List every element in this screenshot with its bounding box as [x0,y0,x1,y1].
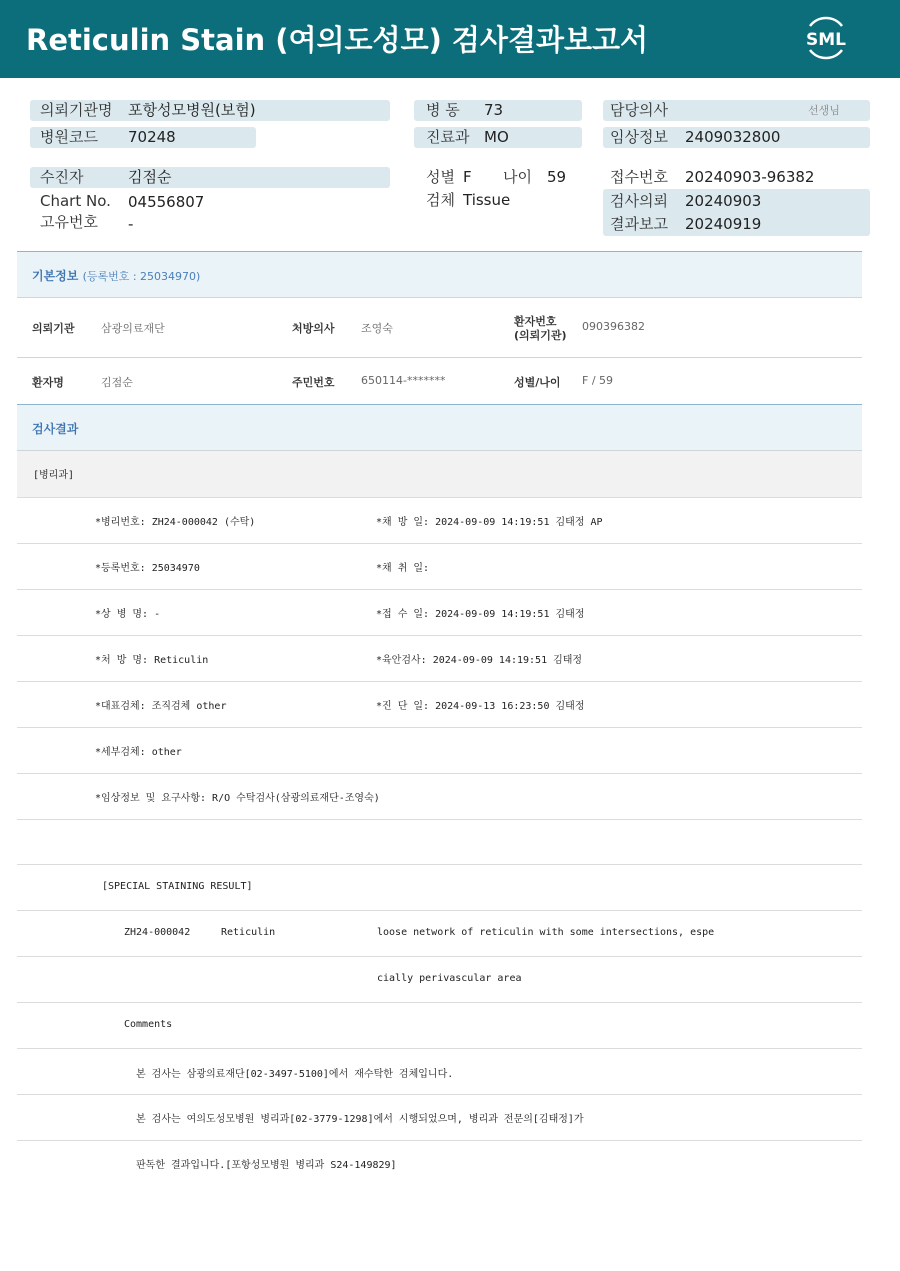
prescriber-value: 조영숙 [361,322,393,335]
patient-bg [30,167,390,188]
clinical-info-label: 임상정보 [610,128,668,146]
request-label: 검사의뢰 [610,192,668,210]
receipt-value: 20240903-96382 [685,168,815,186]
divider [17,910,862,911]
specimen-label: 검체 [426,191,455,209]
result-row-left: *세부검체: other [95,747,182,758]
special-no: ZH24-000042 [124,927,191,938]
prescriber-label: 처방의사 [292,322,335,335]
doctor-suffix: 선생님 [808,104,840,117]
ordering-org-label: 의뢰기관명 [40,101,113,119]
hospital-code-value: 70248 [128,128,176,146]
basic-info-title-text: 기본정보 [32,269,79,283]
result-row-right: *채 취 일: [376,563,430,574]
special-result-line1: loose network of reticulin with some intersections, espe [377,927,715,938]
rrn-label: 주민번호 [292,376,335,389]
result-row-left: *상 병 명: - [95,609,161,620]
age-value: 59 [547,168,567,186]
dept-tag: [병리과] [33,470,75,481]
results-band [17,405,862,450]
doctor-label: 담당의사 [610,101,668,119]
divider [17,543,862,544]
results-title: 검사결과 [32,422,79,436]
result-row-right: *채 방 일: 2024-09-09 14:19:51 김태정 AP [376,517,603,528]
report-title: Reticulin Stain (여의도성모) 검사결과보고서 [26,23,649,57]
dept-tag-band [17,451,862,497]
chart-label: Chart No. [40,192,111,210]
basic-info-subtitle: (등록번호 : 25034970) [82,270,201,283]
comment-line: 본 검사는 삼광의료재단[02-3497-5100]에서 재수탁한 검체입니다. [136,1069,454,1080]
report-header [0,0,900,78]
divider [17,773,862,774]
divider [17,357,862,358]
patient-value: 김점순 [128,168,172,186]
unique-label: 고유번호 [40,213,98,231]
result-row-left: *처 방 명: Reticulin [95,655,209,666]
divider [17,1094,862,1095]
special-stain: Reticulin [221,927,276,938]
comment-line: 본 검사는 여의도성모병원 병리과[02-3779-1298]에서 시행되었으며, 병리과 전문의[김태정]가 [136,1114,584,1125]
result-row-left: *등록번호: 25034970 [95,563,200,574]
report-value: 20240919 [685,215,762,233]
divider [17,1048,862,1049]
sex-value: F [463,168,472,186]
name-label: 환자명 [32,376,64,389]
divider [17,589,862,590]
report-label: 결과보고 [610,215,668,233]
patno-label-2: (의뢰기관) [514,329,567,342]
divider [17,727,862,728]
clinical-info-value: 2409032800 [685,128,781,146]
divider [17,635,862,636]
result-row-left: *대표검체: 조직검체 other [95,701,227,712]
patno-label-1: 환자번호 [514,315,557,328]
sexage-label: 성별/나이 [514,376,561,389]
comment-line: 판독한 결과입니다.[포항성모병원 병리과 S24-149829] [136,1160,397,1171]
divider [17,819,862,820]
rrn-value: 650114-******* [361,374,446,387]
dept-value: MO [484,128,509,146]
result-row-right: *육안검사: 2024-09-09 14:19:51 김태정 [376,655,583,666]
chart-value: 04556807 [128,193,205,211]
org-value: 삼광의료재단 [101,322,165,335]
divider [17,681,862,682]
dept-label: 진료과 [426,128,470,146]
divider [17,1002,862,1003]
sml-logo [800,12,852,64]
unique-value: - [128,215,134,233]
result-row-left: *임상정보 및 요구사항: R/O 수탁검사(삼광의료재단-조영숙) [95,793,380,804]
result-row-left: *병리번호: ZH24-000042 (수탁) [95,517,256,528]
special-staining-title: [SPECIAL STAINING RESULT] [102,881,253,892]
ward-label: 병 동 [426,101,460,119]
special-result-line2: cially perivascular area [377,973,522,984]
divider [17,956,862,957]
patno-value: 090396382 [582,320,645,333]
result-row-right: *진 단 일: 2024-09-13 16:23:50 김태정 [376,701,585,712]
sexage-value: F / 59 [582,374,614,387]
age-label: 나이 [503,168,532,186]
ward-value: 73 [484,101,504,119]
comments-label: Comments [124,1019,173,1030]
divider [17,297,862,298]
name-value: 김점순 [101,376,133,389]
sex-label: 성별 [426,168,455,186]
receipt-label: 접수번호 [610,168,668,186]
ordering-org-value: 포항성모병원(보험) [128,101,256,119]
divider [17,1140,862,1141]
result-row-right: *접 수 일: 2024-09-09 14:19:51 김태정 [376,609,585,620]
basic-info-title [32,267,200,284]
divider [17,497,862,498]
patient-label: 수진자 [40,168,84,186]
divider [17,864,862,865]
specimen-value: Tissue [463,191,511,209]
logo-text: SML [806,30,846,50]
hospital-code-label: 병원코드 [40,128,98,146]
request-value: 20240903 [685,192,762,210]
org-label: 의뢰기관 [32,322,75,335]
